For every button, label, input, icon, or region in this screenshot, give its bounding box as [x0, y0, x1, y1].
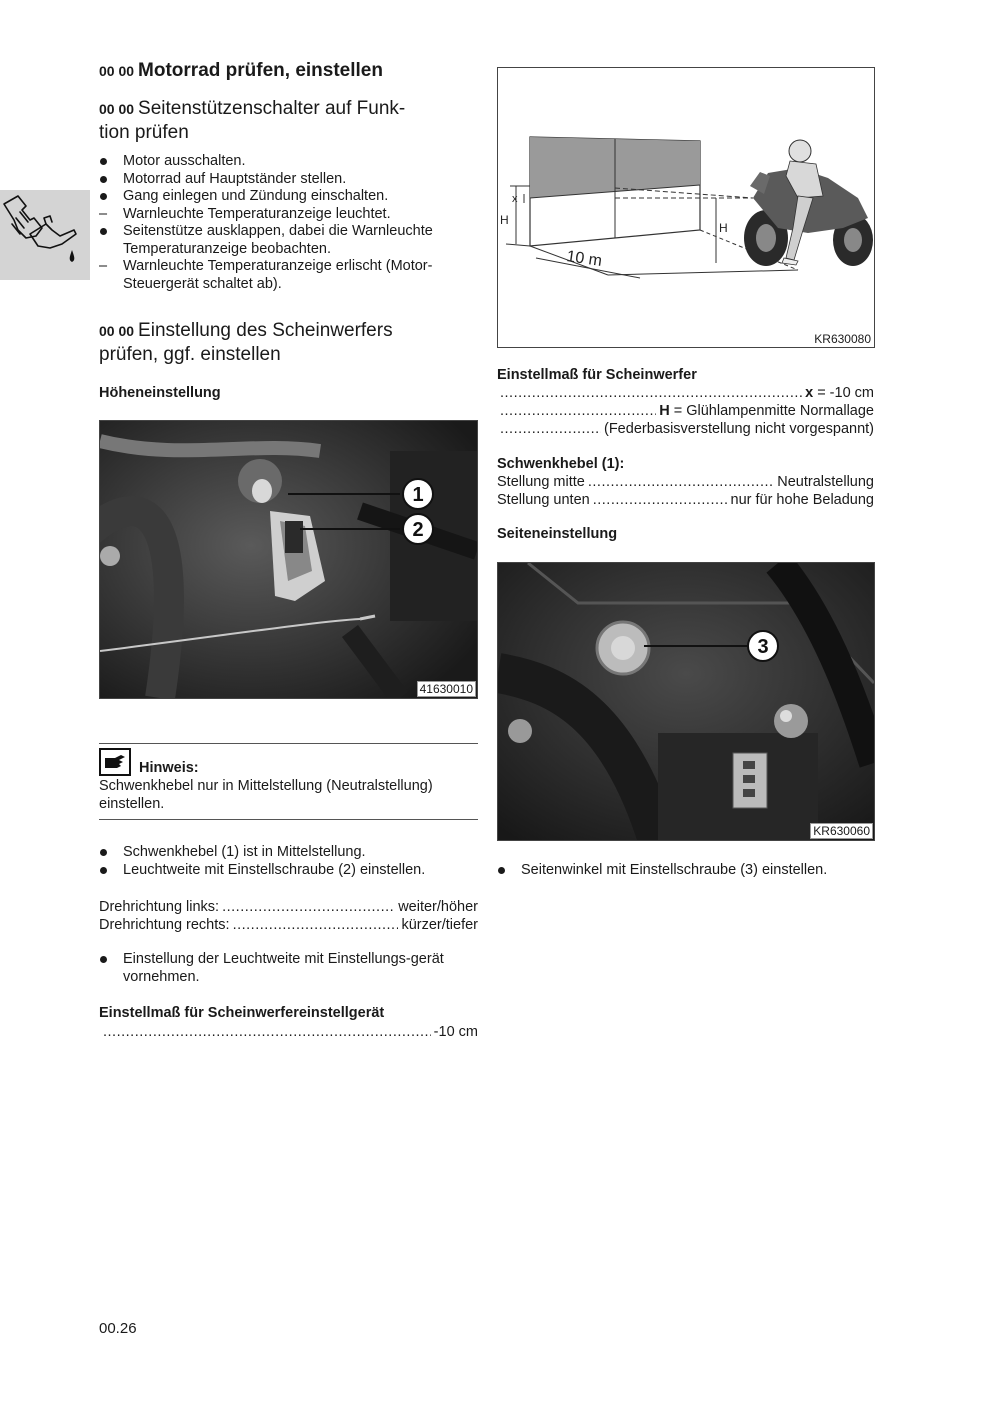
sub2-title-line2: prüfen, ggf. einstellen: [99, 344, 281, 365]
height-heading-text: Höheneinstellung: [99, 385, 221, 401]
row-label: Stellung unten: [497, 492, 590, 508]
list-item-text: Seitenwinkel mit Einstellschraube (3) einstellen.: [521, 862, 828, 878]
sub1-number: 00 00: [99, 101, 135, 117]
callout-3: 3: [757, 636, 769, 658]
sub1-list: [99, 153, 478, 293]
leader-row: [497, 491, 874, 509]
side-heading-text: Seiteneinstellung: [497, 526, 618, 542]
sub1-title-line2: tion prüfen: [99, 122, 189, 143]
bullet-icon: [497, 862, 513, 880]
list-item: [99, 206, 478, 224]
bullet-icon: [99, 188, 115, 206]
einstellmass-value-h: = Glühlampenmitte Normallage: [673, 403, 874, 419]
items3-list: [99, 951, 478, 986]
list-item: [99, 258, 478, 293]
leader-row: [99, 916, 478, 934]
diagram-distance-label: 10 m: [565, 248, 604, 270]
list-item: [99, 188, 478, 206]
sub2-number: 00 00: [99, 323, 135, 339]
list-item-text: Motorrad auf Hauptständer stellen.: [123, 170, 347, 187]
list-item-text: Warnleuchte Temperaturanzeige erlischt (Motor-Steuergerät schaltet ab).: [123, 258, 433, 292]
list-item: [99, 223, 478, 258]
hint-text: Schwenkhebel nur in Mittelstellung (Neutralstellung) einstellen.: [99, 778, 433, 812]
height-heading: [99, 384, 478, 402]
diagram-label-h-right: H: [719, 221, 728, 235]
bullet-icon: [99, 171, 115, 189]
section-number: 00 00: [99, 63, 135, 79]
list-item-text: Einstellung der Leuchtweite mit Einstellungs-gerät vornehmen.: [123, 951, 444, 985]
list-item-text: Warnleuchte Temperaturanzeige leuchtet.: [123, 205, 391, 222]
photo1-code: 41630010: [417, 681, 476, 697]
bullet-icon: [99, 951, 115, 969]
list-item: [99, 951, 478, 986]
row-value: weiter/höher: [398, 899, 478, 915]
schwenkhebel-block: [497, 455, 874, 509]
hint-heading: Hinweis:: [139, 760, 199, 776]
chapter-tab: [0, 190, 90, 280]
row-value: Neutralstellung: [777, 474, 874, 490]
page-number: 00.26: [99, 1320, 137, 1337]
drehrichtung-table: [99, 898, 478, 934]
row-value: nur für hohe Beladung: [730, 492, 874, 508]
row-value: kürzer/tiefer: [401, 917, 478, 933]
photo2-code: KR630060: [810, 823, 873, 839]
bullet-icon: [99, 153, 115, 171]
einstellgeraet-value: -10 cm: [433, 1024, 478, 1040]
items2-list: [99, 844, 478, 879]
list-item: [497, 862, 874, 880]
diagram-code: KR630080: [814, 332, 871, 346]
callout-1: 1: [412, 484, 424, 506]
row-label: Drehrichtung links:: [99, 899, 220, 915]
hint-box: [99, 743, 478, 820]
list-item: [99, 171, 478, 189]
list-item: [99, 844, 478, 862]
list-item-text: Gang einlegen und Zündung einschalten.: [123, 188, 389, 204]
bullet-icon: [99, 844, 115, 862]
headlamp-aim-diagram: [497, 67, 875, 348]
main-title: [99, 60, 478, 82]
schwenkhebel-heading: Schwenkhebel (1):: [497, 456, 625, 472]
bullet-icon: [99, 223, 115, 241]
headlamp-photo-side: [497, 562, 875, 841]
list-item: [99, 153, 478, 171]
einstellmass-block: [497, 366, 874, 438]
list-item-text: Seitenstütze ausklappen, dabei die Warnleuchte Temperaturanzeige beobachten.: [123, 223, 433, 257]
list-item: [99, 862, 478, 880]
oil-can-hand-icon: [0, 190, 90, 280]
pointing-hand-icon: [99, 748, 131, 776]
einstellmass-heading: Einstellmaß für Scheinwerfer: [497, 367, 697, 383]
callout-2: 2: [412, 519, 424, 541]
list-item-text: Motor ausschalten.: [123, 153, 246, 169]
sub1-title-line1: Seitenstützenschalter auf Funk-: [138, 98, 406, 119]
leader-row: [497, 473, 874, 491]
einstellmass-value-x: = -10 cm: [817, 385, 874, 401]
leader-row: [99, 898, 478, 916]
diagram-label-h-left: H: [500, 213, 509, 227]
einstellmass-key-x: x: [805, 385, 814, 401]
headlamp-photo-height: [99, 420, 478, 699]
main-title-text: Motorrad prüfen, einstellen: [138, 60, 383, 81]
dash-icon: –: [99, 258, 108, 274]
sub2-title-line1: Einstellung des Scheinwerfers: [138, 320, 393, 341]
row-label: Stellung mitte: [497, 474, 585, 490]
sub2-title: [99, 319, 478, 366]
bullet-icon: [99, 862, 115, 880]
diagram-label-x: x: [512, 193, 518, 205]
items4-list: [497, 862, 874, 880]
side-heading: [497, 525, 874, 543]
einstellgeraet-heading: Einstellmaß für Scheinwerfereinstellgerät: [99, 1005, 385, 1021]
list-item-text: Leuchtweite mit Einstellschraube (2) einstellen.: [123, 861, 426, 878]
dash-icon: –: [99, 205, 108, 222]
einstellgeraet-block: [99, 1004, 478, 1041]
row-label: Drehrichtung rechts:: [99, 917, 230, 933]
einstellmass-key-h: H: [659, 403, 670, 419]
sub1-title: [99, 97, 478, 144]
einstellmass-value-feder: (Federbasisverstellung nicht vorgespannt): [604, 421, 874, 437]
list-item-text: Schwenkhebel (1) ist in Mittelstellung.: [123, 844, 366, 860]
